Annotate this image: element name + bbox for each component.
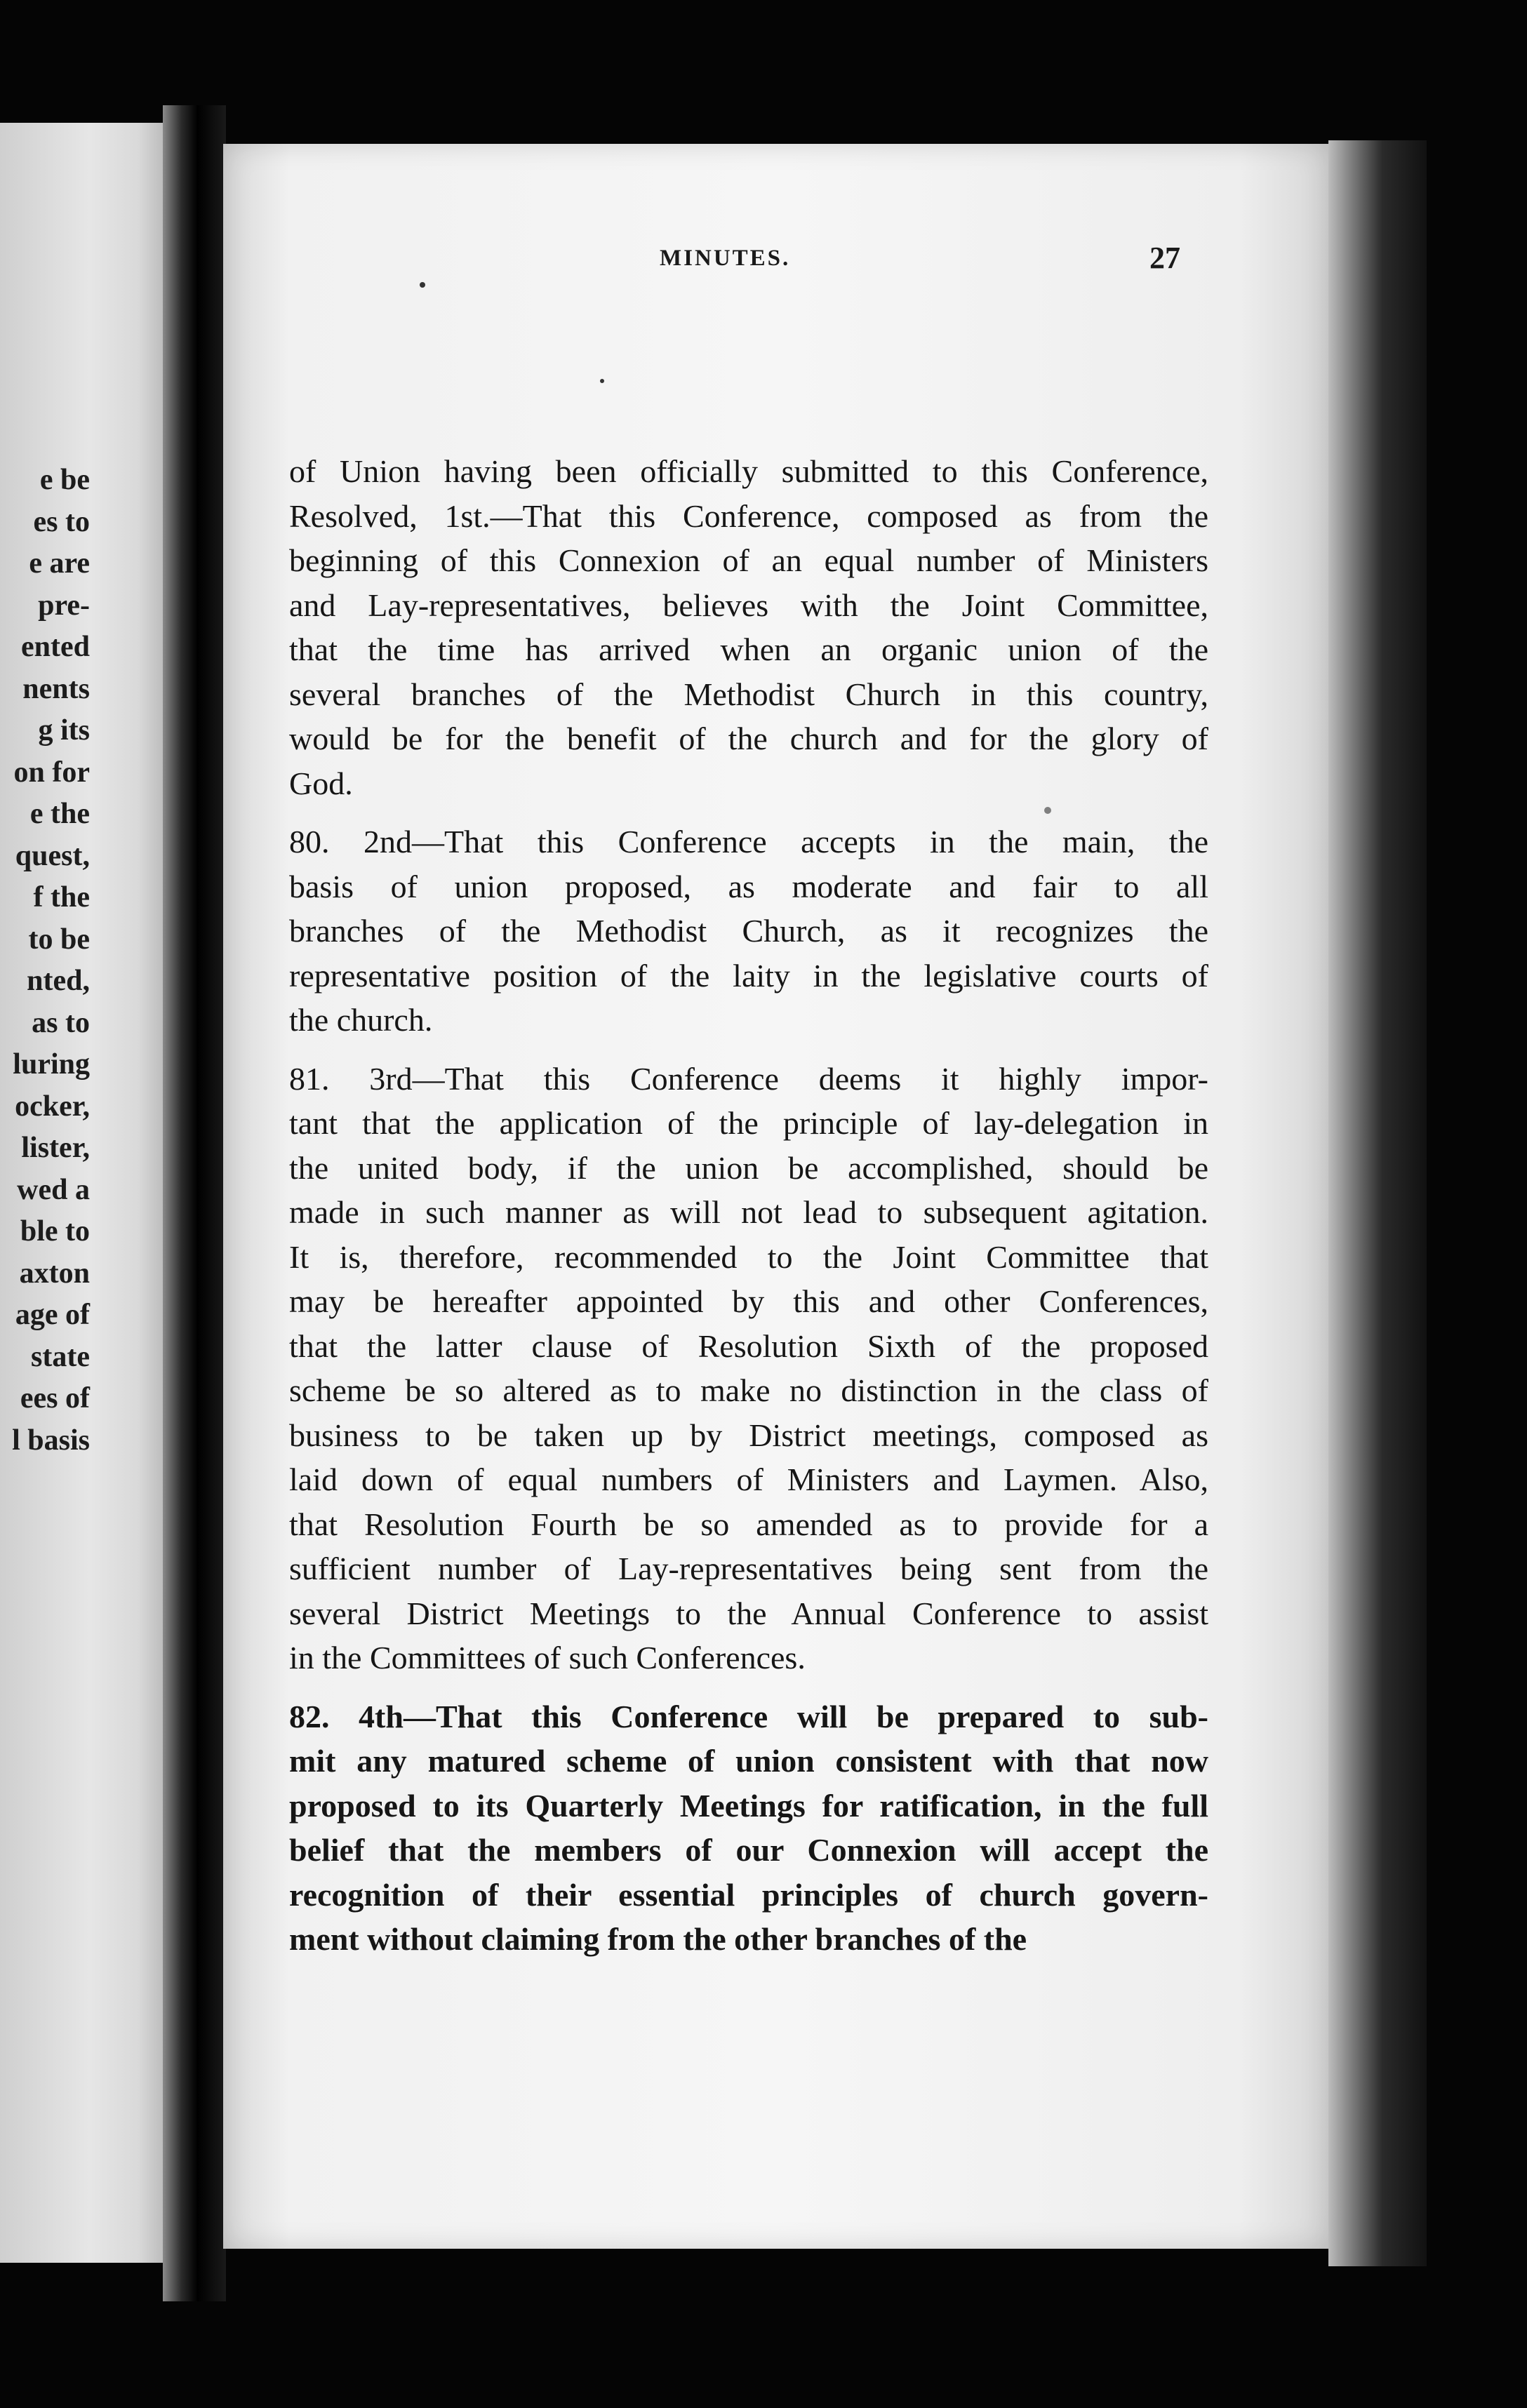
text-line: laid down of equal numbers of Ministers and Laymen. Also, — [289, 1461, 1208, 1497]
left-fragment-line: e be — [39, 464, 90, 496]
text-line: scheme be so altered as to make no distinction in the class of — [289, 1372, 1208, 1408]
text-line: 82. 4th—That this Conference will be prepared to sub- — [289, 1698, 1208, 1734]
left-fragment-line: nents — [22, 672, 90, 705]
paragraph — [289, 449, 1208, 805]
text-line: 81. 3rd—That this Conference deems it highly impor- — [289, 1060, 1208, 1097]
text-line: made in such manner as will not lead to subsequent agitation. — [289, 1194, 1208, 1230]
text-line: of Union having been officially submitted to this Conference, — [289, 453, 1208, 489]
paragraph — [289, 1694, 1208, 1962]
left-fragment-line: as to — [32, 1006, 90, 1039]
left-facing-page — [0, 123, 163, 2263]
ink-speck — [1044, 807, 1051, 814]
left-fragment-line: on for — [13, 756, 90, 789]
left-fragment-line: g its — [38, 714, 90, 747]
body-text — [289, 449, 1208, 1976]
left-fragment-line: f the — [33, 881, 90, 914]
left-fragment-line: nted, — [27, 965, 90, 997]
left-fragment-line: lister, — [21, 1132, 90, 1164]
left-fragment-line: wed a — [17, 1173, 90, 1206]
left-fragment-line: quest, — [15, 839, 90, 872]
text-line: and Lay-representatives, believes with the Joint Committee, — [289, 587, 1208, 623]
text-line: recognition of their essential principles of church govern- — [289, 1876, 1208, 1913]
left-fragment-line: e the — [29, 798, 90, 830]
text-line: the united body, if the union be accomplished, should be — [289, 1149, 1208, 1186]
left-fragment-line: luring — [13, 1048, 90, 1081]
text-line: Resolved, 1st.—That this Conference, composed as from the — [289, 497, 1208, 534]
text-line: the church. — [289, 1002, 433, 1038]
text-line: may be hereafter appointed by this and other Conferences, — [289, 1283, 1208, 1319]
text-line: proposed to its Quarterly Meetings for ratification, in the full — [289, 1787, 1208, 1824]
text-line: God. — [289, 765, 353, 801]
left-fragment-line: ees of — [20, 1382, 90, 1414]
text-line: It is, therefore, recommended to the Joint Committee that — [289, 1238, 1208, 1275]
text-line: 80. 2nd—That this Conference accepts in the main, the — [289, 824, 1208, 859]
running-head — [0, 241, 1527, 288]
running-title: MINUTES. — [660, 246, 791, 271]
ink-speck — [420, 282, 425, 288]
left-fragment-line: axton — [19, 1257, 90, 1290]
text-line: would be for the benefit of the church and for the glory of — [289, 721, 1208, 756]
text-line: basis of union proposed, as moderate and fair to all — [289, 868, 1208, 904]
left-fragment-line: ocker, — [15, 1090, 90, 1123]
text-line: in the Committees of such Conferences. — [289, 1640, 806, 1675]
left-fragment-line: ble to — [20, 1215, 90, 1248]
text-line: mit any matured scheme of union consistent with that now — [289, 1743, 1208, 1779]
text-line: representative position of the laity in the legislative courts of — [289, 957, 1208, 994]
left-fragment-line: pre- — [38, 589, 90, 622]
text-line: belief that the members of our Connexion will accept the — [289, 1832, 1208, 1868]
text-line: sufficient number of Lay-representatives being sent from the — [289, 1551, 1208, 1586]
page-edges — [1328, 140, 1427, 2266]
page-number: 27 — [1149, 241, 1180, 275]
book-gutter — [163, 105, 226, 2301]
text-line: business to be taken up by District meetings, composed as — [289, 1417, 1208, 1453]
left-fragment-line: es to — [33, 505, 90, 538]
text-line: that the latter clause of Resolution Sixth of the proposed — [289, 1327, 1208, 1364]
paragraph — [289, 1057, 1208, 1680]
text-line: beginning of this Connexion of an equal number of Ministers — [289, 542, 1208, 578]
left-fragment-line: e are — [29, 547, 90, 580]
left-fragment-line: age of — [15, 1299, 90, 1331]
text-line: branches of the Methodist Church, as it recognizes the — [289, 913, 1208, 949]
text-line: several branches of the Methodist Church in this country, — [289, 676, 1208, 712]
text-line: tant that the application of the principle of lay-delegation in — [289, 1105, 1208, 1141]
text-line: ment without claiming from the other branches of the — [289, 1921, 1027, 1957]
text-line: several District Meetings to the Annual Conference to assist — [289, 1595, 1208, 1631]
left-page-text-fragments — [0, 460, 90, 1461]
paragraph — [289, 820, 1208, 1043]
text-line: that the time has arrived when an organic union of the — [289, 631, 1208, 667]
ink-speck — [600, 379, 604, 383]
left-fragment-line: l basis — [12, 1424, 90, 1457]
left-fragment-line: ented — [21, 631, 90, 663]
text-line: that Resolution Fourth be so amended as to provide for a — [289, 1506, 1208, 1542]
left-fragment-line: to be — [28, 923, 90, 956]
left-fragment-line: state — [31, 1340, 90, 1373]
